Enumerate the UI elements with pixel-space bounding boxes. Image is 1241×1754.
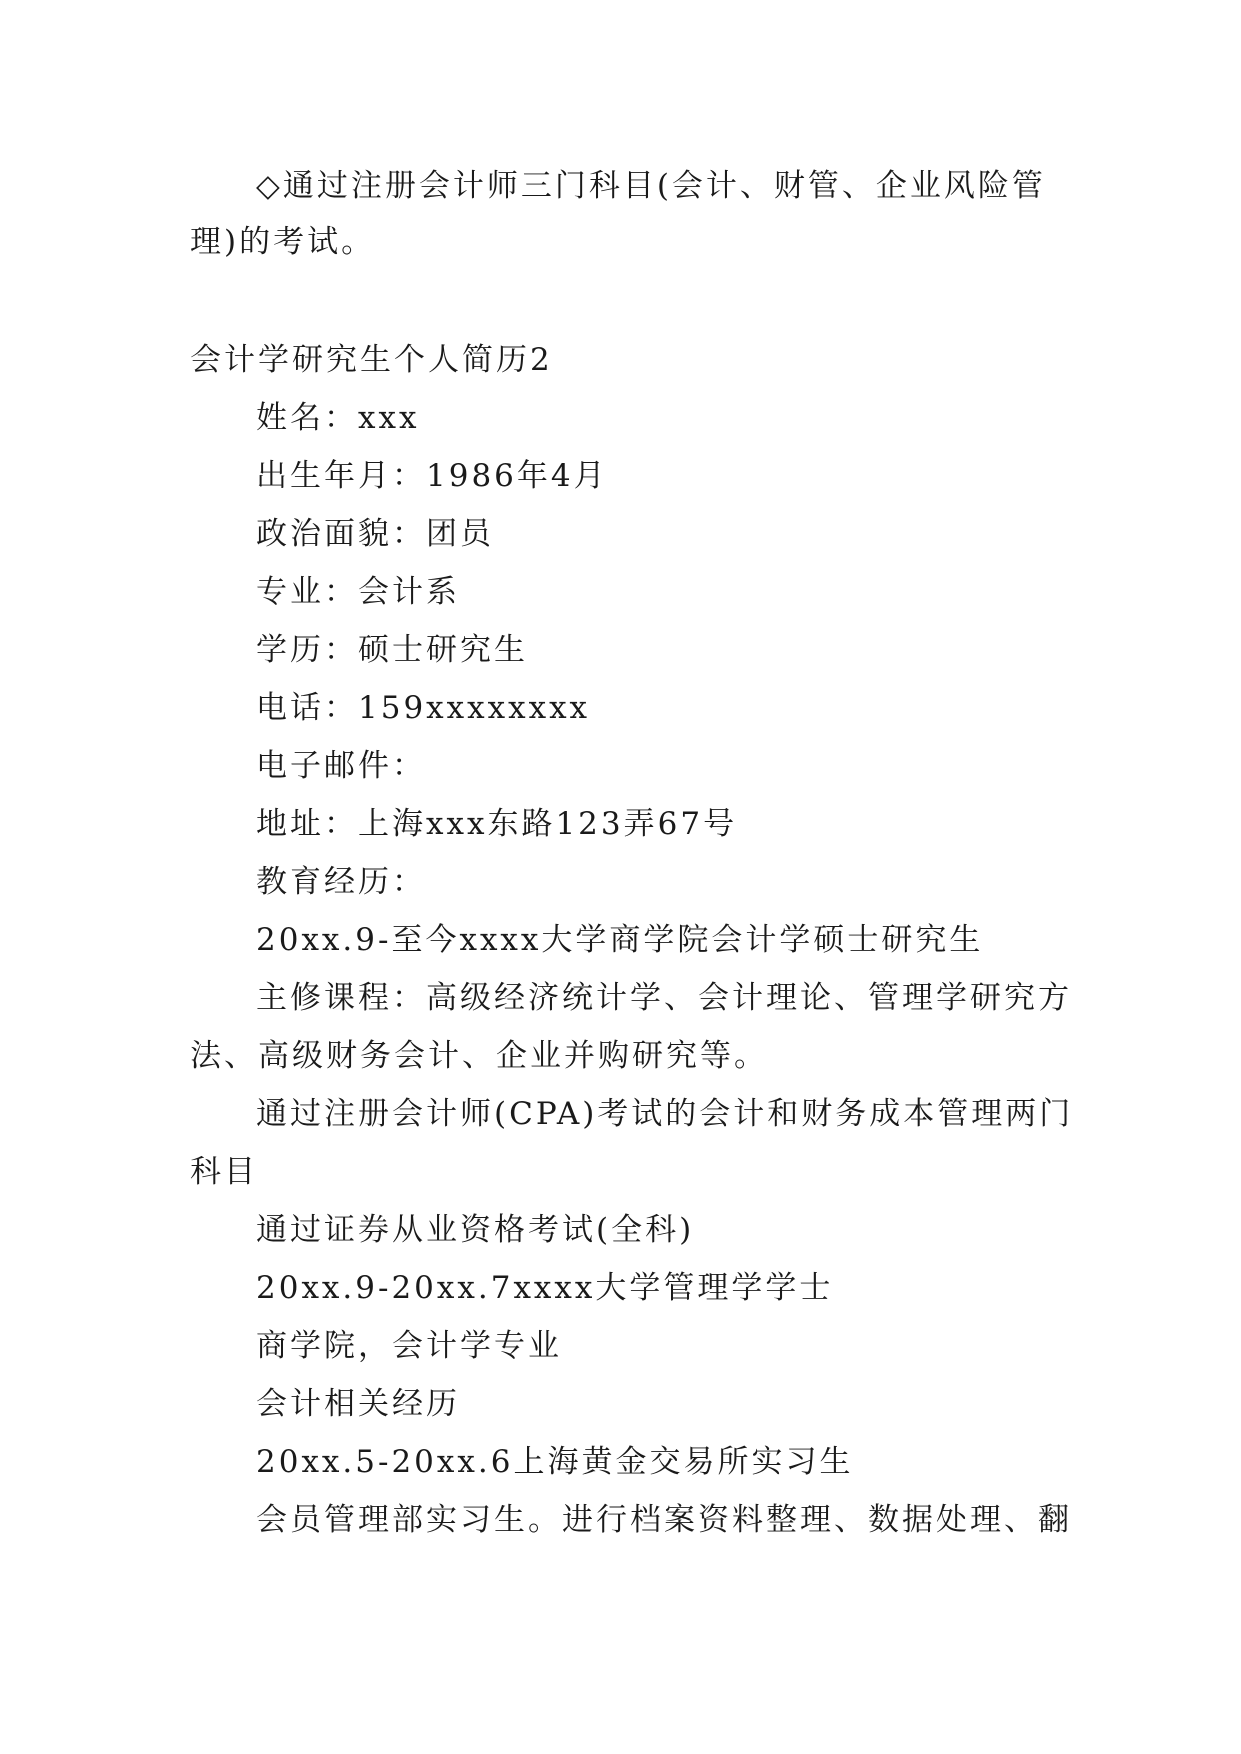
political-status-field: 政治面貌：团员 xyxy=(256,516,494,552)
resume-title: 会计学研究生个人简历2 xyxy=(190,342,553,378)
cpa-line-2: 科目 xyxy=(190,1154,258,1190)
name-field: 姓名：xxx xyxy=(256,400,420,436)
internship-entry: 20xx.5-20xx.6上海黄金交易所实习生 xyxy=(256,1444,854,1480)
cpa-exam-line-2: 理)的考试。 xyxy=(190,224,376,260)
experience-heading: 会计相关经历 xyxy=(256,1386,460,1422)
degree-field: 学历：硕士研究生 xyxy=(256,632,528,668)
education-heading: 教育经历： xyxy=(256,864,426,900)
bachelor-school-line: 商学院，会计学专业 xyxy=(256,1328,562,1364)
major-field: 专业：会计系 xyxy=(256,574,460,610)
education-entry-bachelor: 20xx.9-20xx.7xxxx大学管理学学士 xyxy=(256,1270,834,1306)
internship-description: 会员管理部实习生。进行档案资料整理、数据处理、翻 xyxy=(256,1502,1072,1538)
birth-date-field: 出生年月：1986年4月 xyxy=(256,458,608,494)
email-field: 电子邮件： xyxy=(256,748,426,784)
courses-line-1: 主修课程：高级经济统计学、会计理论、管理学研究方 xyxy=(256,980,1072,1016)
cpa-line-1: 通过注册会计师(CPA)考试的会计和财务成本管理两门 xyxy=(256,1096,1074,1132)
courses-line-2: 法、高级财务会计、企业并购研究等。 xyxy=(190,1038,768,1074)
education-entry-masters: 20xx.9-至今xxxx大学商学院会计学硕士研究生 xyxy=(256,922,984,958)
securities-exam-line: 通过证券从业资格考试(全科) xyxy=(256,1212,695,1248)
document-page xyxy=(190,0,1074,1754)
address-field: 地址：上海xxx东路123弄67号 xyxy=(256,806,738,842)
cpa-exam-line-1: ◇通过注册会计师三门科目(会计、财管、企业风险管 xyxy=(256,168,1046,204)
phone-field: 电话：159xxxxxxxx xyxy=(256,690,591,726)
